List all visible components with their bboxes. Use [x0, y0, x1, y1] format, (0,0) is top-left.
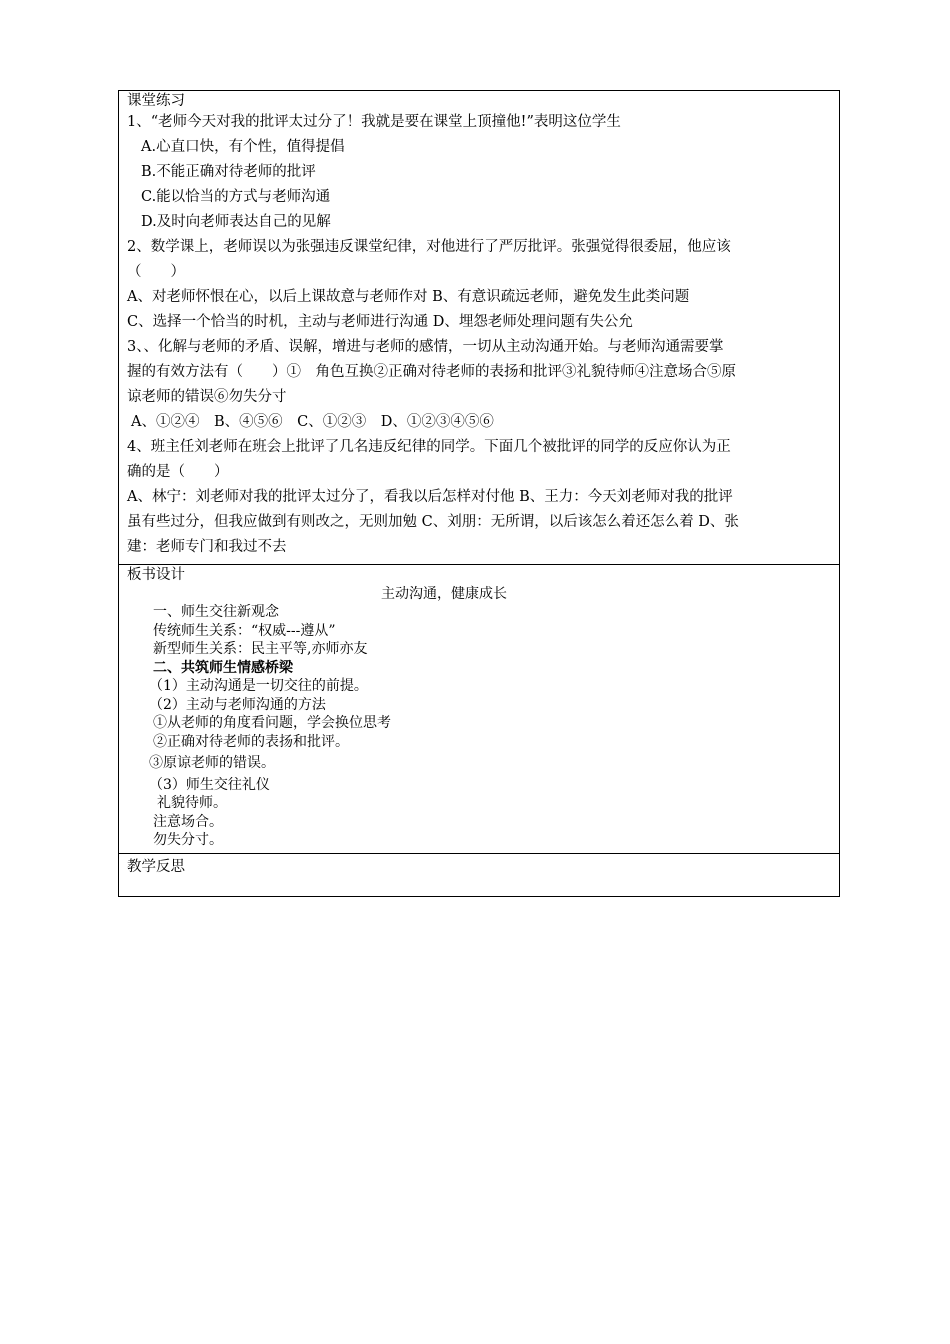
q4-answer-line1: A、林宁：刘老师对我的批评太过分了，看我以后怎样对付他 B、王力：今天刘老师对我的批评 — [127, 489, 733, 505]
reflection-section — [119, 854, 839, 896]
q4-stem-line1: 4、班主任刘老师在班会上批评了几名违反纪律的同学。下面几个被批评的同学的反应你认为正 — [127, 439, 731, 455]
board-line: ①从老师的角度看问题，学会换位思考 — [153, 715, 391, 731]
practice-heading: 课堂练习 — [127, 93, 185, 109]
q1-option-c: C.能以恰当的方式与老师沟通 — [141, 189, 331, 205]
q2-options-line1: A、对老师怀恨在心，以后上课故意与老师作对 B、有意识疏远老师，避免发生此类问题 — [127, 289, 690, 305]
q4-answer-line3: 建：老师专门和我过不去 — [127, 539, 287, 555]
q1-option-b: B.不能正确对待老师的批评 — [141, 164, 316, 180]
board-line: 新型师生关系：民主平等,亦师亦友 — [153, 641, 368, 657]
board-line: 一、师生交往新观念 — [153, 604, 279, 620]
board-line: 二、共筑师生情感桥梁 — [153, 659, 293, 676]
practice-section — [119, 91, 839, 565]
board-line: 注意场合。 — [153, 813, 223, 830]
board-line: 礼貌待师。 — [157, 795, 227, 811]
q4-answer-line2: 虽有些过分，但我应做到有则改之，无则加勉 C、刘朋：无所谓，以后该怎么着还怎么着 D、张 — [127, 514, 739, 530]
reflection-heading: 教学反思 — [127, 859, 185, 875]
board-line: ②正确对待老师的表扬和批评。 — [153, 733, 349, 750]
board-line: （1）主动沟通是一切交往的前提。 — [149, 678, 368, 694]
q3-stem-line3: 谅老师的错误⑥勿失分寸 — [127, 389, 287, 405]
board-section — [119, 565, 839, 854]
q1-option-a: A.心直口快，有个性，值得提倡 — [141, 139, 345, 155]
q2-stem-line1: 2、数学课上，老师误以为张强违反课堂纪律，对他进行了严厉批评。张强觉得很委屈，他应该 — [127, 239, 731, 255]
q2-stem-line2: （ ） — [127, 264, 185, 280]
board-line: 勿失分寸。 — [153, 832, 223, 848]
q2-options-line2: C、选择一个恰当的时机，主动与老师进行沟通 D、埋怨老师处理问题有失公允 — [127, 314, 633, 330]
board-line: （3）师生交往礼仪 — [149, 776, 270, 793]
board-title: 主动沟通，健康成长 — [381, 585, 507, 602]
q3-stem-line2: 握的有效方法有（ ）① 角色互换②正确对待老师的表扬和批评③礼貌待师④注意场合⑤原 — [127, 364, 736, 380]
lesson-table — [118, 90, 840, 897]
q4-stem-line2: 确的是（ ） — [127, 464, 229, 480]
board-line: 传统师生关系：“权威---遵从” — [153, 622, 336, 639]
q3-stem-line1: 3、、化解与老师的矛盾、误解，增进与老师的感情，一切从主动沟通开始。与老师沟通需要掌 — [127, 339, 724, 355]
q1-option-d: D.及时向老师表达自己的见解 — [141, 214, 331, 230]
q3-options: A、①②④ B、④⑤⑥ C、①②③ D、①②③④⑤⑥ — [131, 414, 494, 430]
board-line: ③原谅老师的错误。 — [149, 755, 275, 771]
q1-stem: 1、“老师今天对我的批评太过分了！我就是要在课堂上顶撞他!”表明这位学生 — [127, 114, 621, 130]
board-heading: 板书设计 — [127, 567, 185, 583]
board-line: （2）主动与老师沟通的方法 — [149, 696, 326, 713]
